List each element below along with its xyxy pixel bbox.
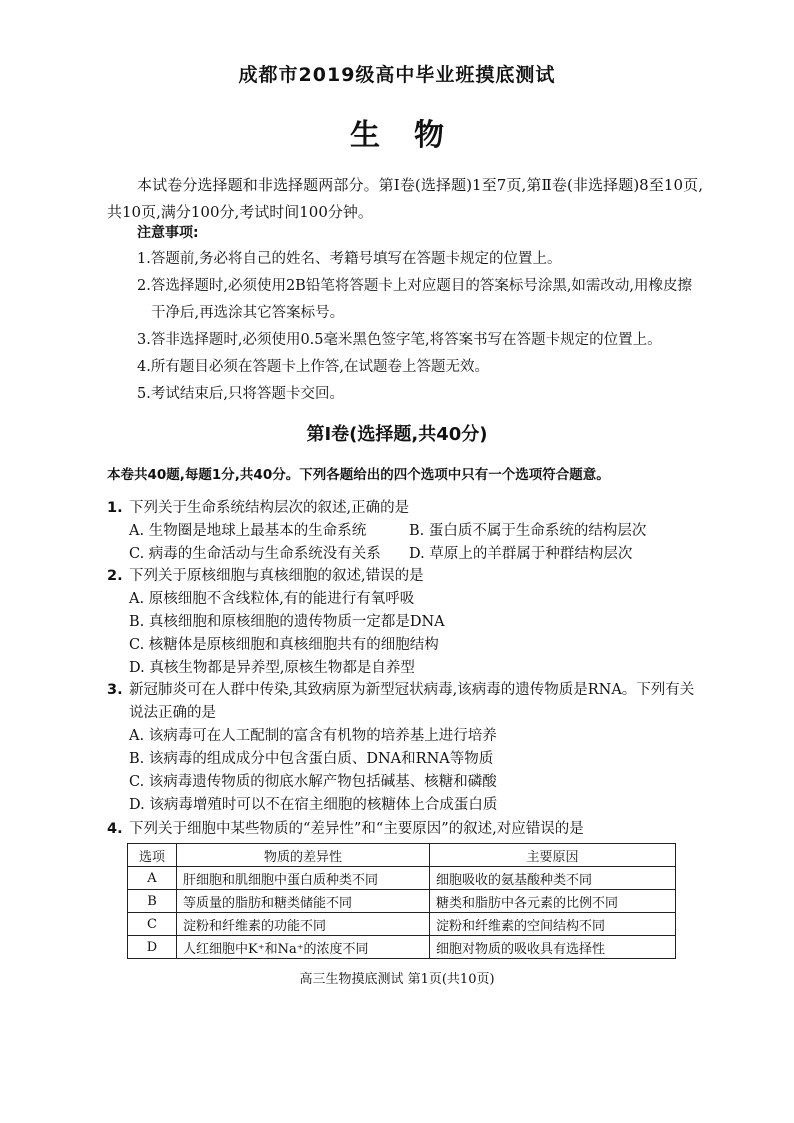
question-stem [107, 679, 707, 725]
question-2 [107, 565, 707, 680]
option-c: C. 核糖体是原核细胞和真核细胞共有的细胞结构 [129, 637, 439, 653]
table-header-option: 选项 [128, 844, 177, 867]
notice-item: 4.所有题目必须在答题卡上作答,在试题卷上答题无效。 [137, 359, 489, 375]
notice-heading: 注意事项: [137, 225, 199, 241]
option-a: A. 原核细胞不含线粒体,有的能进行有氧呼吸 [129, 591, 415, 607]
table-cell-difference: 人红细胞中K⁺和Na⁺的浓度不同 [177, 936, 430, 959]
table-cell-reason: 淀粉和纤维素的空间结构不同 [430, 913, 676, 936]
question-text: 下列关于原核细胞与真核细胞的叙述,错误的是 [129, 568, 424, 584]
question-1 [107, 497, 707, 566]
table-cell-option: C [128, 913, 177, 936]
question-number: 2. [107, 568, 123, 584]
option-d: D. 草原上的羊群属于种群结构层次 [409, 546, 633, 562]
question-4 [107, 818, 707, 841]
table-row [128, 936, 676, 959]
question-stem [107, 565, 707, 588]
notice-item: 3.答非选择题时,必须使用0.5毫米黑色签字笔,将答案书写在答题卡规定的位置上。 [137, 332, 662, 348]
table-row [128, 890, 676, 913]
intro-paragraph: 本试卷分选择题和非选择题两部分。第Ⅰ卷(选择题)1至7页,第Ⅱ卷(非选择题)8至10页,共10页,满分100分,考试时间100分钟。 [107, 176, 703, 221]
table-cell-reason: 细胞对物质的吸收具有选择性 [430, 936, 676, 959]
option-c: C. 该病毒遗传物质的彻底水解产物包括碱基、核糖和磷酸 [129, 774, 497, 790]
table-row [128, 913, 676, 936]
notice-item: 5.考试结束后,只将答题卡交回。 [137, 386, 344, 402]
notice-item: 1.答题前,务必将自己的姓名、考籍号填写在答题卡规定的位置上。 [137, 251, 562, 267]
notice-item: 2.答选择题时,必须使用2B铅笔将答题卡上对应题目的答案标号涂黑,如需改动,用橡皮擦干净后,再选涂其它答案标号。 [137, 278, 693, 321]
question-stem [107, 497, 707, 520]
question-text: 下列关于生命系统结构层次的叙述,正确的是 [129, 500, 410, 516]
table-cell-difference: 等质量的脂肪和糖类储能不同 [177, 890, 430, 913]
table-cell-option: D [128, 936, 177, 959]
option-d: D. 真核生物都是异养型,原核生物都是自养型 [129, 660, 415, 676]
q4-answer-table [127, 843, 676, 959]
question-stem [107, 818, 707, 841]
question-text: 下列关于细胞中某些物质的“差异性”和“主要原因”的叙述,对应错误的是 [129, 821, 584, 837]
option-grid [107, 520, 707, 566]
option-b: B. 真核细胞和原核细胞的遗传物质一定都是DNA [129, 614, 445, 630]
question-text: 新冠肺炎可在人群中传染,其致病原为新型冠状病毒,该病毒的遗传物质是RNA。下列有关说法正确的是 [129, 682, 695, 721]
subject-title: 生物 [350, 118, 478, 153]
table-cell-reason: 细胞吸收的氨基酸种类不同 [430, 867, 676, 890]
section-title: 第Ⅰ卷(选择题,共40分) [306, 424, 488, 445]
table-cell-reason: 糖类和脂肪中各元素的比例不同 [430, 890, 676, 913]
table-row [128, 867, 676, 890]
option-d: D. 该病毒增殖时可以不在宿主细胞的核糖体上合成蛋白质 [129, 797, 498, 813]
question-number: 4. [107, 821, 123, 837]
table-cell-option: A [128, 867, 177, 890]
table-header-row [128, 844, 676, 867]
option-b: B. 该病毒的组成成分中包含蛋白质、DNA和RNA等物质 [129, 751, 494, 767]
notice-list [137, 246, 703, 408]
option-a: A. 该病毒可在人工配制的富含有机物的培养基上进行培养 [129, 728, 497, 744]
option-b: B. 蛋白质不属于生命系统的结构层次 [409, 523, 647, 539]
question-number: 1. [107, 500, 123, 516]
page-footer: 高三生物摸底测试 第1页(共10页) [299, 972, 495, 987]
option-a: A. 生物圈是地球上最基本的生命系统 [129, 523, 367, 539]
option-c: C. 病毒的生命活动与生命系统没有关系 [129, 546, 381, 562]
table-cell-option: B [128, 890, 177, 913]
table-cell-difference: 肝细胞和肌细胞中蛋白质种类不同 [177, 867, 430, 890]
table-header-reason: 主要原因 [430, 844, 676, 867]
question-3 [107, 679, 707, 817]
table-header-difference: 物质的差异性 [177, 844, 430, 867]
question-number: 3. [107, 682, 123, 698]
table-cell-difference: 淀粉和纤维素的功能不同 [177, 913, 430, 936]
section-instructions: 本卷共40题,每题1分,共40分。下列各题给出的四个选项中只有一个选项符合题意。 [107, 467, 610, 483]
exam-title: 成都市2019级高中毕业班摸底测试 [238, 64, 556, 86]
